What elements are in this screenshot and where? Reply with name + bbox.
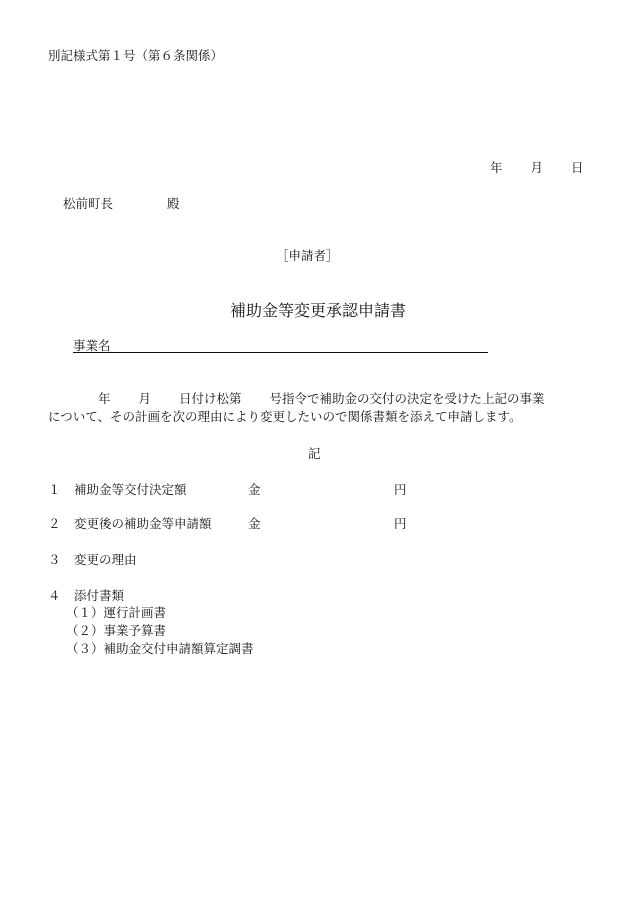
body-text-line-2: について、その計画を次の理由により変更したいので関係書類を添えて申請します。 (48, 409, 522, 424)
body-month: 月 (138, 391, 152, 406)
addressee (63, 196, 180, 212)
item-2 (48, 516, 212, 532)
item-2-kin: 金 (248, 516, 261, 531)
item-1-kin: 金 (248, 482, 261, 497)
project-name-label: 事業名 (73, 338, 111, 353)
item-number: １ (48, 482, 61, 497)
addressee-name: 松前町長 (63, 196, 114, 211)
item-3 (48, 552, 137, 568)
addressee-honorific: 殿 (167, 196, 180, 211)
item-4 (48, 588, 124, 604)
item-1-yen: 円 (394, 482, 407, 497)
document-title: 補助金等変更承認申請書 (230, 301, 407, 320)
item-number: ３ (48, 552, 61, 567)
item-1 (48, 482, 187, 498)
item-label: 変更の理由 (74, 552, 137, 567)
body-text-line-1 (98, 391, 545, 407)
item-number: ４ (48, 588, 61, 603)
applicant-label: ［申請者］ (276, 248, 339, 263)
attachment-2: （２）事業予算書 (66, 623, 167, 638)
form-label: 別記様式第１号（第６条関係） (48, 48, 224, 63)
date-year: 年 (490, 160, 503, 175)
item-label: 変更後の補助金等申請額 (74, 516, 212, 531)
body-directive: 号指令で補助金の交付の決定を受けた上記の事業 (269, 391, 545, 406)
attachment-3: （３）補助金交付申請額算定調書 (66, 641, 254, 656)
date-row (490, 160, 584, 176)
item-2-yen: 円 (394, 516, 407, 531)
item-number: ２ (48, 516, 61, 531)
date-day: 日 (571, 160, 584, 175)
item-label: 補助金等交付決定額 (74, 482, 187, 497)
date-month: 月 (530, 160, 544, 175)
attachment-1: （１）運行計画書 (66, 605, 167, 620)
ki-heading: 記 (308, 446, 321, 461)
item-label: 添付書類 (74, 588, 125, 603)
project-name-underline (73, 352, 488, 353)
body-year: 年 (98, 391, 111, 406)
body-date-ref: 日付け松第 (179, 391, 242, 406)
